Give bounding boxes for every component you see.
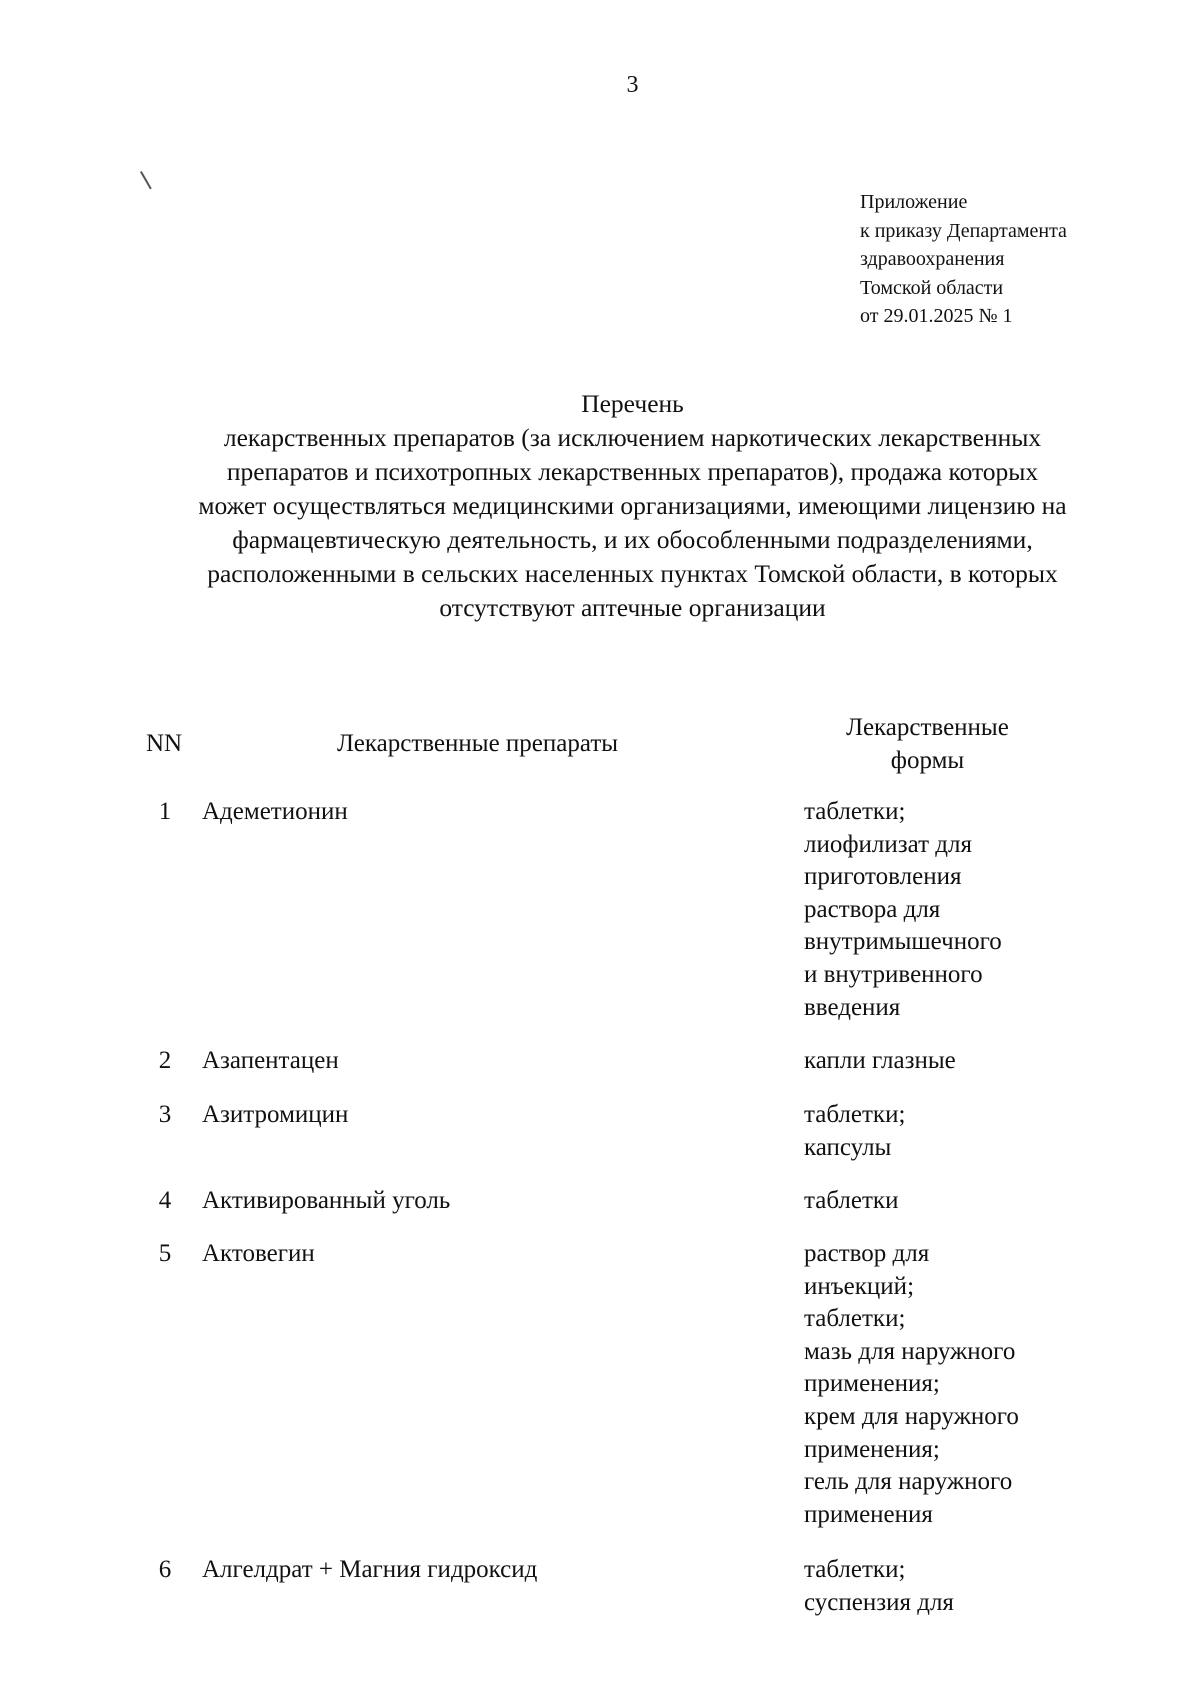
form-line: капсулы — [804, 1133, 892, 1161]
form-line: внутримышечного — [804, 928, 1002, 956]
form-line: раствора для — [804, 895, 941, 923]
appendix-line: Приложение — [860, 191, 968, 213]
title-line: расположенными в сельских населенных пунктах Томской области, в которых — [207, 559, 1058, 588]
row-number: 3 — [158, 1101, 172, 1128]
row-drug-forms — [804, 1045, 1094, 1078]
form-line: таблетки; — [804, 1556, 906, 1583]
appendix-line: к приказу Департамента — [860, 219, 1067, 242]
title-line: отсутствуют аптечные организации — [439, 593, 826, 622]
form-line: раствор для — [804, 1240, 930, 1267]
form-line: таблетки; — [804, 798, 906, 825]
form-line: и внутривенного — [804, 960, 983, 988]
form-line: инъекций; — [804, 1272, 915, 1300]
title-line: препаратов и психотропных лекарственных препаратов), продажа которых — [226, 457, 1039, 486]
appendix-line: Томской области — [860, 276, 1004, 299]
form-line: лиофилизат для — [804, 830, 972, 858]
document-title — [100, 387, 1165, 625]
title-line: может осуществляться медицинскими организациями, имеющими лицензию на — [198, 491, 1067, 520]
form-line: таблетки; — [804, 1101, 906, 1128]
row-drug-forms — [804, 1238, 1094, 1531]
row-drug-name: Активированный уголь — [202, 1187, 451, 1214]
form-line: применения; — [804, 1435, 940, 1463]
row-number: 2 — [158, 1047, 172, 1074]
form-line: капли глазные — [804, 1047, 956, 1074]
form-line: применения; — [804, 1370, 940, 1398]
row-drug-name: Азапентацен — [202, 1047, 339, 1074]
form-line: таблетки; — [804, 1305, 906, 1333]
header-forms-line: формы — [890, 746, 965, 774]
row-drug-forms — [804, 796, 1094, 1024]
scan-mark — [140, 171, 152, 189]
row-drug-forms — [804, 1099, 1094, 1164]
header-num: NN — [146, 730, 183, 757]
title-line: лекарственных препаратов (за исключением наркотических лекарственных — [223, 423, 1042, 452]
title-heading: Перечень — [581, 389, 684, 418]
header-name: Лекарственные препараты — [337, 730, 619, 757]
form-line: гель для наружного — [804, 1468, 1013, 1496]
row-drug-forms — [804, 1185, 1094, 1218]
row-drug-name: Актовегин — [202, 1240, 315, 1267]
row-drug-name: Адеметионин — [202, 798, 348, 825]
row-number: 6 — [158, 1556, 172, 1583]
form-line: введения — [804, 993, 901, 1021]
form-line: суспензия для — [804, 1588, 954, 1616]
form-line: мазь для наружного — [804, 1337, 1016, 1365]
row-number: 5 — [158, 1240, 172, 1267]
row-drug-name: Азитромицин — [202, 1101, 349, 1128]
title-line: фармацевтическую деятельность, и их обособленными подразделениями, — [232, 525, 1033, 554]
appendix-line: от 29.01.2025 № 1 — [860, 305, 1013, 327]
row-drug-forms — [804, 1554, 1094, 1619]
form-line: приготовления — [804, 863, 962, 891]
row-number: 4 — [158, 1187, 172, 1214]
row-drug-name: Алгелдрат + Магния гидроксид — [202, 1556, 538, 1583]
header-forms — [790, 712, 1065, 777]
page-number: 3 — [626, 72, 639, 98]
row-number: 1 — [158, 798, 172, 825]
form-line: применения — [804, 1500, 933, 1528]
form-line: крем для наружного — [804, 1402, 1019, 1430]
form-line: таблетки — [804, 1187, 899, 1214]
header-forms-line: Лекарственные — [846, 714, 1009, 741]
appendix-block — [860, 188, 1067, 331]
appendix-line: здравоохранения — [860, 248, 1005, 270]
